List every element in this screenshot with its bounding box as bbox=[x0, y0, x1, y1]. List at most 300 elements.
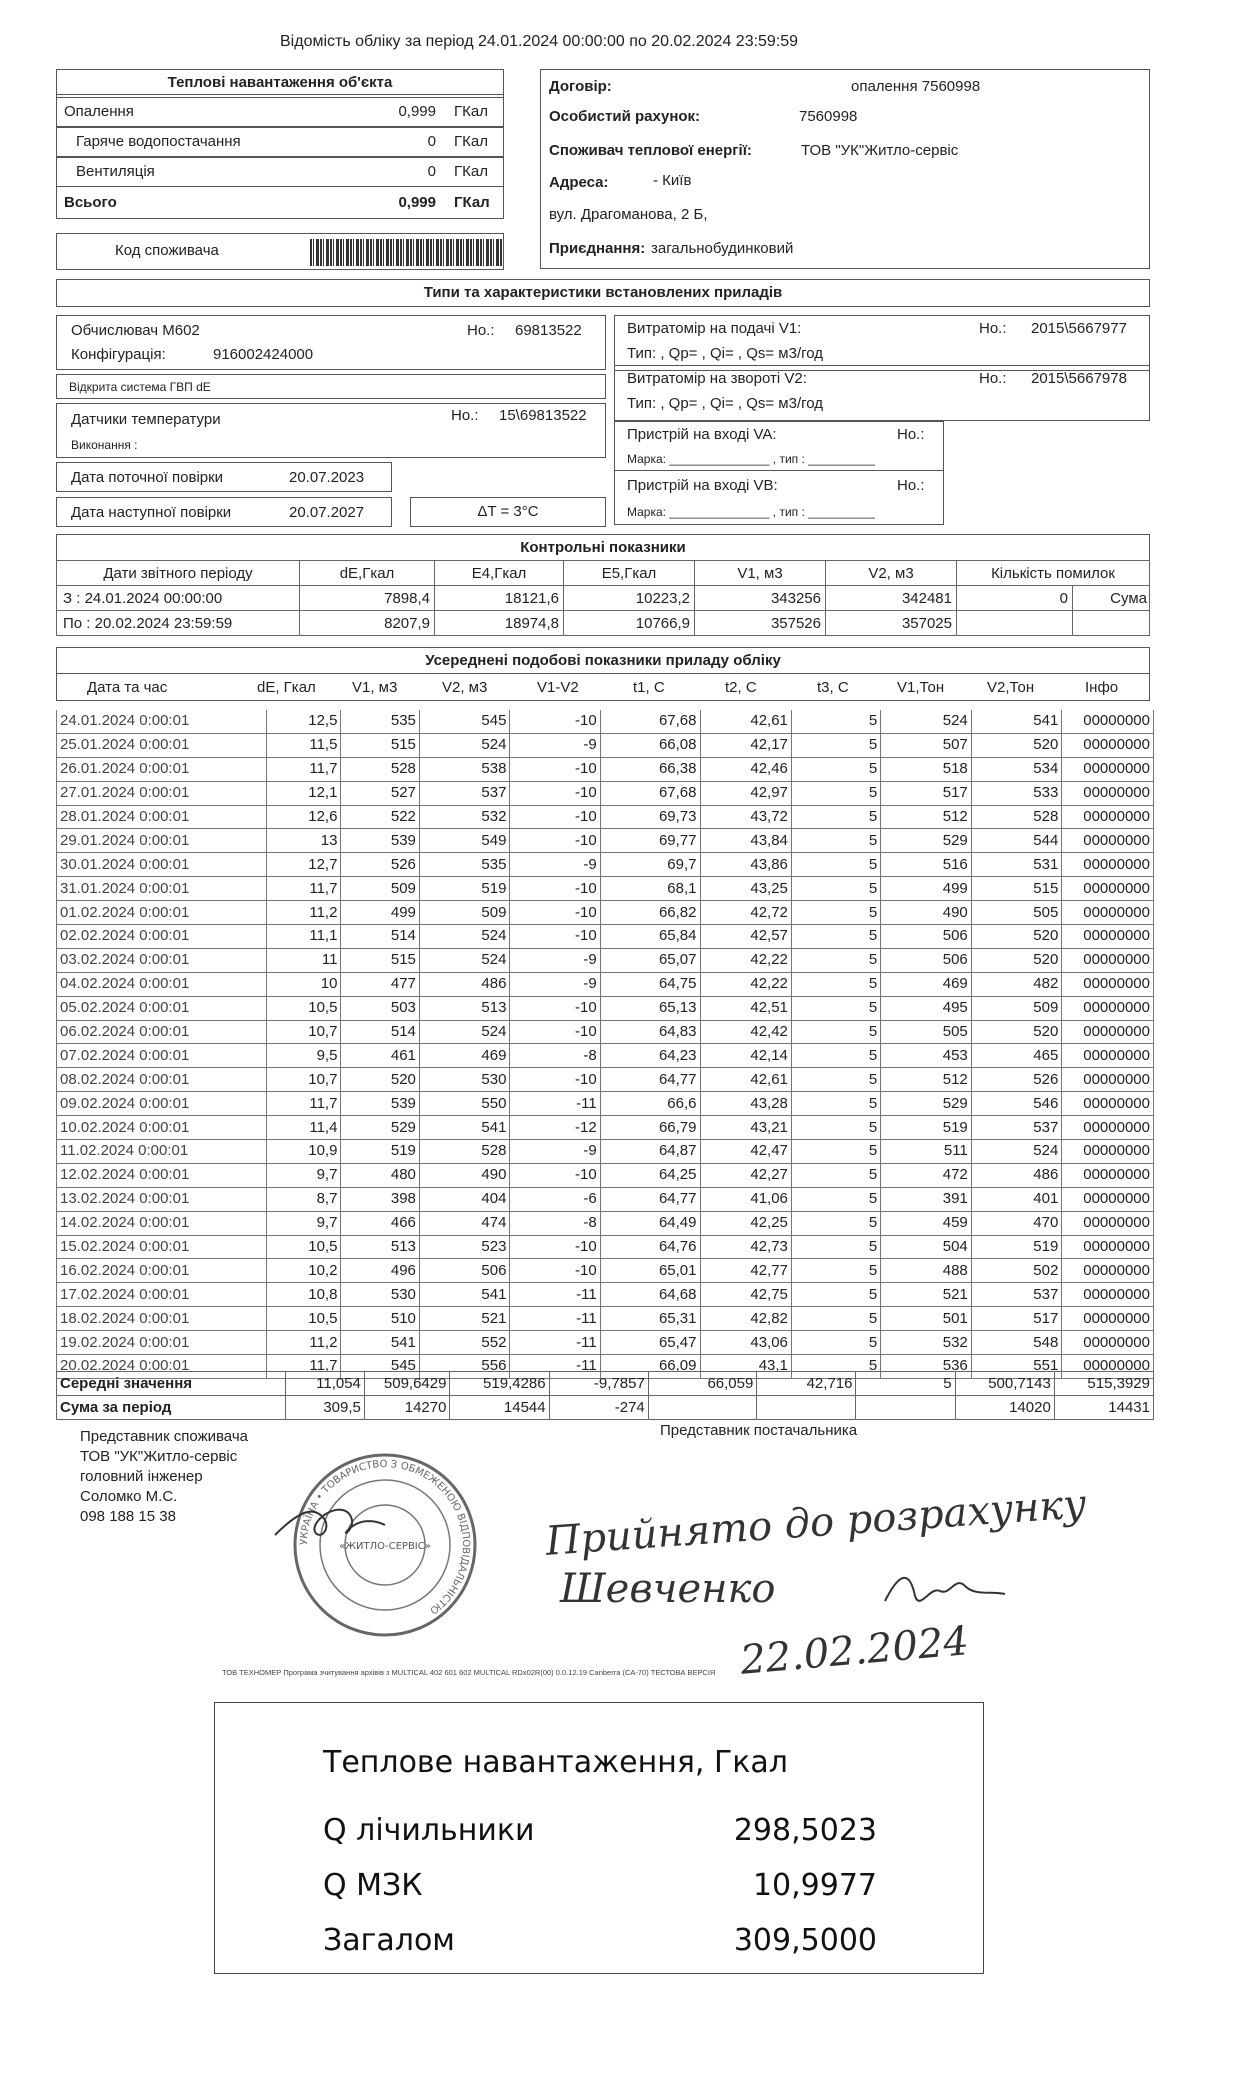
daily-date-cell: 10.02.2024 0:00:01 bbox=[57, 1116, 267, 1140]
daily-value-cell: 66,08 bbox=[600, 733, 700, 757]
avg-cell: 500,7143 bbox=[955, 1372, 1054, 1396]
device-vb-brand: Марка: _______________ , тип : __________ bbox=[627, 505, 875, 519]
daily-row bbox=[57, 1116, 1154, 1140]
daily-value-cell: 10,5 bbox=[267, 1307, 341, 1331]
daily-value-cell: 550 bbox=[419, 1092, 510, 1116]
daily-value-cell: 42,75 bbox=[700, 1283, 791, 1307]
daily-value-cell: 00000000 bbox=[1062, 1259, 1154, 1283]
daily-value-cell: 509 bbox=[341, 877, 419, 901]
heat-load-value: 0,999 bbox=[398, 103, 436, 120]
daily-value-cell: 9,7 bbox=[267, 1163, 341, 1187]
daily-row bbox=[57, 1068, 1154, 1092]
daily-value-cell: -9 bbox=[510, 1140, 600, 1164]
daily-value-cell: 472 bbox=[881, 1163, 972, 1187]
daily-value-cell: 66,79 bbox=[600, 1116, 700, 1140]
daily-value-cell: 64,83 bbox=[600, 1020, 700, 1044]
config-value: 916002424000 bbox=[213, 346, 314, 363]
control-col: V2, м3 bbox=[826, 561, 957, 586]
daily-value-cell: 43,1 bbox=[700, 1355, 791, 1379]
daily-date-cell: 30.01.2024 0:00:01 bbox=[57, 853, 267, 877]
device-vb-no-label: Но.: bbox=[897, 477, 925, 494]
daily-date-cell: 05.02.2024 0:00:01 bbox=[57, 996, 267, 1020]
daily-col: dE, Гкал bbox=[257, 679, 316, 696]
daily-value-cell: 480 bbox=[341, 1163, 419, 1187]
daily-row bbox=[57, 1259, 1154, 1283]
daily-value-cell: 65,13 bbox=[600, 996, 700, 1020]
daily-value-cell: 477 bbox=[341, 972, 419, 996]
daily-value-cell: 522 bbox=[341, 805, 419, 829]
device-vb-label: Пристрій на вході VB: bbox=[627, 477, 778, 494]
daily-value-cell: 521 bbox=[419, 1307, 510, 1331]
sum-cell bbox=[648, 1396, 757, 1420]
daily-row bbox=[57, 1020, 1154, 1044]
daily-value-cell: 5 bbox=[791, 1092, 880, 1116]
daily-date-cell: 07.02.2024 0:00:01 bbox=[57, 1044, 267, 1068]
summary-value: 309,5000 bbox=[733, 1923, 877, 1958]
daily-value-cell: 503 bbox=[341, 996, 419, 1020]
daily-value-cell: 11,2 bbox=[267, 901, 341, 925]
device-va-label: Пристрій на вході VA: bbox=[627, 426, 777, 443]
daily-value-cell: 514 bbox=[341, 1020, 419, 1044]
sum-cell: 14431 bbox=[1054, 1396, 1153, 1420]
daily-value-cell: -11 bbox=[510, 1307, 600, 1331]
daily-value-cell: 41,06 bbox=[700, 1187, 791, 1211]
daily-date-cell: 18.02.2024 0:00:01 bbox=[57, 1307, 267, 1331]
avg-cell: 515,3929 bbox=[1054, 1372, 1153, 1396]
daily-value-cell: 521 bbox=[881, 1283, 972, 1307]
totals-table bbox=[56, 1371, 1154, 1420]
summary-value: 298,5023 bbox=[733, 1813, 877, 1848]
daily-value-cell: 465 bbox=[971, 1044, 1062, 1068]
daily-row bbox=[57, 901, 1154, 925]
temp-no: 15\69813522 bbox=[499, 407, 587, 424]
control-cell: Сума bbox=[1073, 586, 1150, 611]
daily-value-cell: 529 bbox=[341, 1116, 419, 1140]
daily-value-cell: 42,27 bbox=[700, 1163, 791, 1187]
heat-loads-header: Теплові навантаження об'єкта bbox=[57, 72, 503, 95]
daily-value-cell: 42,51 bbox=[700, 996, 791, 1020]
flow-v1-type: Тип: , Qp= , Qi= , Qs= м3/год bbox=[627, 345, 824, 362]
daily-value-cell: 519 bbox=[971, 1235, 1062, 1259]
consumer-value: ТОВ "УК"Житло-сервіс bbox=[801, 142, 959, 159]
consumer-rep-block bbox=[80, 1427, 248, 1527]
daily-value-cell: -10 bbox=[510, 710, 600, 733]
daily-value-cell: 5 bbox=[791, 1140, 880, 1164]
daily-value-cell: -10 bbox=[510, 1259, 600, 1283]
daily-value-cell: 10,5 bbox=[267, 1235, 341, 1259]
daily-value-cell: 469 bbox=[881, 972, 972, 996]
daily-value-cell: -11 bbox=[510, 1283, 600, 1307]
daily-value-cell: -11 bbox=[510, 1331, 600, 1355]
daily-value-cell: 00000000 bbox=[1062, 853, 1154, 877]
daily-value-cell: 65,31 bbox=[600, 1307, 700, 1331]
control-header: Контрольні показники bbox=[56, 534, 1150, 561]
supplier-rep-label: Представник постачальника bbox=[660, 1422, 858, 1439]
daily-value-cell: 12,5 bbox=[267, 710, 341, 733]
heat-load-unit: ГКал bbox=[454, 103, 488, 120]
daily-value-cell: 519 bbox=[419, 877, 510, 901]
device-vb-box bbox=[614, 470, 944, 525]
control-cell: 18121,6 bbox=[435, 586, 564, 611]
daily-table bbox=[56, 710, 1154, 1379]
daily-value-cell: 537 bbox=[419, 781, 510, 805]
daily-value-cell: 535 bbox=[419, 853, 510, 877]
heat-load-label: Гаряче водопостачання bbox=[76, 133, 241, 150]
daily-row bbox=[57, 1092, 1154, 1116]
daily-date-cell: 03.02.2024 0:00:01 bbox=[57, 948, 267, 972]
daily-value-cell: 42,14 bbox=[700, 1044, 791, 1068]
daily-value-cell: 524 bbox=[971, 1140, 1062, 1164]
calculator-no: 69813522 bbox=[515, 322, 582, 339]
daily-value-cell: 64,68 bbox=[600, 1283, 700, 1307]
daily-value-cell: 00000000 bbox=[1062, 1307, 1154, 1331]
daily-value-cell: 64,23 bbox=[600, 1044, 700, 1068]
daily-value-cell: 66,6 bbox=[600, 1092, 700, 1116]
daily-value-cell: 9,5 bbox=[267, 1044, 341, 1068]
address-street: вул. Драгоманова, 2 Б, bbox=[549, 206, 708, 223]
daily-value-cell: 42,25 bbox=[700, 1211, 791, 1235]
daily-value-cell: 00000000 bbox=[1062, 710, 1154, 733]
current-check-box bbox=[56, 462, 392, 492]
daily-value-cell: -9 bbox=[510, 853, 600, 877]
daily-value-cell: 5 bbox=[791, 1068, 880, 1092]
heat-load-row bbox=[56, 127, 504, 157]
sum-cell: 14544 bbox=[450, 1396, 549, 1420]
daily-value-cell: 517 bbox=[971, 1307, 1062, 1331]
control-cell: 357025 bbox=[826, 611, 957, 636]
daily-value-cell: 67,68 bbox=[600, 710, 700, 733]
consumer-signature bbox=[270, 1490, 390, 1560]
daily-value-cell: -10 bbox=[510, 781, 600, 805]
daily-row bbox=[57, 972, 1154, 996]
daily-value-cell: 10,8 bbox=[267, 1283, 341, 1307]
daily-date-cell: 12.02.2024 0:00:01 bbox=[57, 1163, 267, 1187]
daily-value-cell: 401 bbox=[971, 1187, 1062, 1211]
address-city: - Київ bbox=[653, 172, 692, 189]
daily-value-cell: 00000000 bbox=[1062, 1235, 1154, 1259]
daily-col: Інфо bbox=[1085, 679, 1119, 696]
daily-value-cell: 42,22 bbox=[700, 972, 791, 996]
daily-row bbox=[57, 1187, 1154, 1211]
daily-value-cell: -12 bbox=[510, 1116, 600, 1140]
stamp-ring-text: УКРАЇНА • ТОВАРИСТВО З ОБМЕЖЕНОЮ ВІДПОВІДАЛЬНІСТЮ bbox=[298, 1458, 472, 1616]
daily-value-cell: 64,25 bbox=[600, 1163, 700, 1187]
daily-value-cell: 13 bbox=[267, 829, 341, 853]
control-cell bbox=[1073, 611, 1150, 636]
daily-value-cell: 42,42 bbox=[700, 1020, 791, 1044]
daily-value-cell: 544 bbox=[971, 829, 1062, 853]
daily-col: V2, м3 bbox=[442, 679, 488, 696]
daily-value-cell: 524 bbox=[419, 948, 510, 972]
attach-value: загальнобудинковий bbox=[651, 240, 794, 257]
summary-box bbox=[214, 1702, 984, 1974]
consumer-code-label: Код споживача bbox=[115, 242, 219, 259]
open-system-box bbox=[56, 374, 606, 399]
daily-date-cell: 11.02.2024 0:00:01 bbox=[57, 1140, 267, 1164]
daily-value-cell: 533 bbox=[971, 781, 1062, 805]
flow-v1-no-label: Но.: bbox=[979, 320, 1007, 337]
daily-value-cell: 00000000 bbox=[1062, 1211, 1154, 1235]
daily-value-cell: 513 bbox=[419, 996, 510, 1020]
control-col: V1, м3 bbox=[695, 561, 826, 586]
daily-value-cell: 64,77 bbox=[600, 1068, 700, 1092]
daily-value-cell: 5 bbox=[791, 1355, 880, 1379]
daily-value-cell: 11 bbox=[267, 948, 341, 972]
heat-load-unit: ГКал bbox=[454, 194, 490, 211]
device-va-brand: Марка: _______________ , тип : __________ bbox=[627, 452, 875, 466]
daily-value-cell: 11,5 bbox=[267, 733, 341, 757]
daily-value-cell: 9,7 bbox=[267, 1211, 341, 1235]
daily-value-cell: 42,73 bbox=[700, 1235, 791, 1259]
daily-value-cell: 00000000 bbox=[1062, 1331, 1154, 1355]
daily-value-cell: 42,61 bbox=[700, 1068, 791, 1092]
avg-row bbox=[57, 1372, 1154, 1396]
avg-cell: -9,7857 bbox=[549, 1372, 648, 1396]
temp-no-label: Но.: bbox=[451, 407, 479, 424]
daily-value-cell: 526 bbox=[971, 1068, 1062, 1092]
daily-value-cell: 539 bbox=[341, 1092, 419, 1116]
daily-row bbox=[57, 1163, 1154, 1187]
daily-value-cell: 42,72 bbox=[700, 901, 791, 925]
calculator-no-label: Но.: bbox=[467, 322, 495, 339]
daily-value-cell: 5 bbox=[791, 1187, 880, 1211]
daily-value-cell: 11,7 bbox=[267, 1092, 341, 1116]
daily-value-cell: 10,2 bbox=[267, 1259, 341, 1283]
daily-value-cell: 00000000 bbox=[1062, 781, 1154, 805]
heat-load-row bbox=[56, 97, 504, 127]
daily-value-cell: 490 bbox=[881, 901, 972, 925]
control-cell: 343256 bbox=[695, 586, 826, 611]
daily-value-cell: 510 bbox=[341, 1307, 419, 1331]
summary-title: Теплове навантаження, Гкал bbox=[323, 1745, 788, 1780]
control-row bbox=[57, 611, 1150, 636]
heat-load-label: Вентиляція bbox=[76, 163, 155, 180]
daily-row bbox=[57, 1044, 1154, 1068]
contract-label: Договір: bbox=[549, 78, 612, 95]
consumer-phone: 098 188 15 38 bbox=[80, 1508, 176, 1525]
daily-value-cell: -9 bbox=[510, 948, 600, 972]
daily-value-cell: -8 bbox=[510, 1044, 600, 1068]
sum-cell bbox=[856, 1396, 955, 1420]
daily-value-cell: 506 bbox=[881, 948, 972, 972]
daily-value-cell: 11,1 bbox=[267, 925, 341, 949]
daily-value-cell: 391 bbox=[881, 1187, 972, 1211]
control-cell: 10766,9 bbox=[564, 611, 695, 636]
daily-row bbox=[57, 1235, 1154, 1259]
daily-row bbox=[57, 1211, 1154, 1235]
daily-value-cell: 00000000 bbox=[1062, 733, 1154, 757]
daily-value-cell: 5 bbox=[791, 1163, 880, 1187]
daily-value-cell: 466 bbox=[341, 1211, 419, 1235]
daily-value-cell: 43,72 bbox=[700, 805, 791, 829]
daily-value-cell: -10 bbox=[510, 996, 600, 1020]
daily-date-cell: 25.01.2024 0:00:01 bbox=[57, 733, 267, 757]
daily-col: V2,Тон bbox=[987, 679, 1035, 696]
daily-value-cell: -10 bbox=[510, 877, 600, 901]
daily-value-cell: 64,87 bbox=[600, 1140, 700, 1164]
daily-value-cell: 42,97 bbox=[700, 781, 791, 805]
daily-value-cell: 64,77 bbox=[600, 1187, 700, 1211]
daily-row bbox=[57, 757, 1154, 781]
daily-value-cell: 5 bbox=[791, 757, 880, 781]
daily-date-cell: 17.02.2024 0:00:01 bbox=[57, 1283, 267, 1307]
daily-value-cell: 548 bbox=[971, 1331, 1062, 1355]
flow-v1-label: Витратомір на подачі V1: bbox=[627, 320, 802, 337]
daily-header: Усереднені подобові показники приладу обліку bbox=[56, 647, 1150, 674]
daily-value-cell: 00000000 bbox=[1062, 925, 1154, 949]
daily-value-cell: 10,7 bbox=[267, 1020, 341, 1044]
daily-value-cell: 11,4 bbox=[267, 1116, 341, 1140]
daily-row bbox=[57, 853, 1154, 877]
daily-value-cell: 539 bbox=[341, 829, 419, 853]
daily-value-cell: 512 bbox=[881, 805, 972, 829]
daily-value-cell: 526 bbox=[341, 853, 419, 877]
daily-value-cell: 518 bbox=[881, 757, 972, 781]
control-col: Дати звітного періоду bbox=[57, 561, 300, 586]
handwritten-approval: Прийнято до розрахунку bbox=[544, 1481, 1088, 1565]
daily-value-cell: 529 bbox=[881, 829, 972, 853]
control-table bbox=[56, 560, 1150, 636]
daily-row bbox=[57, 996, 1154, 1020]
daily-value-cell: 5 bbox=[791, 877, 880, 901]
daily-value-cell: 69,73 bbox=[600, 805, 700, 829]
daily-value-cell: 5 bbox=[791, 1211, 880, 1235]
daily-row bbox=[57, 877, 1154, 901]
daily-value-cell: 515 bbox=[341, 733, 419, 757]
consumer-label: Споживач теплової енергії: bbox=[549, 142, 752, 159]
daily-value-cell: 68,1 bbox=[600, 877, 700, 901]
daily-value-cell: 42,57 bbox=[700, 925, 791, 949]
daily-value-cell: 00000000 bbox=[1062, 829, 1154, 853]
made-label: Виконання : bbox=[71, 438, 138, 452]
daily-row bbox=[57, 1140, 1154, 1164]
daily-value-cell: 00000000 bbox=[1062, 996, 1154, 1020]
daily-date-cell: 01.02.2024 0:00:01 bbox=[57, 901, 267, 925]
daily-value-cell: 505 bbox=[881, 1020, 972, 1044]
daily-value-cell: 507 bbox=[881, 733, 972, 757]
daily-date-cell: 08.02.2024 0:00:01 bbox=[57, 1068, 267, 1092]
daily-row bbox=[57, 733, 1154, 757]
daily-date-cell: 13.02.2024 0:00:01 bbox=[57, 1187, 267, 1211]
summary-label: Q лічильники bbox=[323, 1813, 535, 1848]
daily-col-headers bbox=[56, 673, 1150, 701]
daily-value-cell: 43,84 bbox=[700, 829, 791, 853]
attach-label: Приєднання: bbox=[549, 240, 646, 257]
next-check-date: 20.07.2027 bbox=[289, 504, 365, 521]
daily-value-cell: 65,84 bbox=[600, 925, 700, 949]
daily-value-cell: 42,77 bbox=[700, 1259, 791, 1283]
next-check-label: Дата наступної повірки bbox=[71, 504, 232, 521]
daily-value-cell: 5 bbox=[791, 853, 880, 877]
daily-value-cell: 66,38 bbox=[600, 757, 700, 781]
daily-value-cell: 502 bbox=[971, 1259, 1062, 1283]
daily-value-cell: 00000000 bbox=[1062, 972, 1154, 996]
daily-value-cell: 528 bbox=[419, 1140, 510, 1164]
daily-date-cell: 02.02.2024 0:00:01 bbox=[57, 925, 267, 949]
daily-value-cell: 541 bbox=[341, 1331, 419, 1355]
supplier-signature bbox=[880, 1566, 1010, 1616]
daily-value-cell: 551 bbox=[971, 1355, 1062, 1379]
daily-value-cell: 461 bbox=[341, 1044, 419, 1068]
daily-col: V1, м3 bbox=[352, 679, 398, 696]
daily-col: t2, С bbox=[725, 679, 757, 696]
avg-cell: 5 bbox=[856, 1372, 955, 1396]
control-cell bbox=[957, 611, 1073, 636]
daily-value-cell: -10 bbox=[510, 925, 600, 949]
daily-value-cell: 00000000 bbox=[1062, 877, 1154, 901]
address-label: Адреса: bbox=[549, 174, 609, 191]
daily-value-cell: 537 bbox=[971, 1116, 1062, 1140]
daily-value-cell: 10,5 bbox=[267, 996, 341, 1020]
daily-value-cell: 00000000 bbox=[1062, 805, 1154, 829]
daily-value-cell: 5 bbox=[791, 1116, 880, 1140]
daily-value-cell: 00000000 bbox=[1062, 1187, 1154, 1211]
daily-value-cell: 509 bbox=[971, 996, 1062, 1020]
daily-value-cell: 504 bbox=[881, 1235, 972, 1259]
delta-t-box: ΔT = 3°C bbox=[410, 497, 606, 527]
daily-row bbox=[57, 1283, 1154, 1307]
summary-label: Q МЗК bbox=[323, 1868, 423, 1903]
control-row bbox=[57, 586, 1150, 611]
sum-cell: -274 bbox=[549, 1396, 648, 1420]
daily-value-cell: 64,75 bbox=[600, 972, 700, 996]
daily-value-cell: 66,09 bbox=[600, 1355, 700, 1379]
daily-value-cell: 530 bbox=[419, 1068, 510, 1092]
control-col: Кількість помилок bbox=[957, 561, 1150, 586]
daily-value-cell: 11,2 bbox=[267, 1331, 341, 1355]
daily-value-cell: 67,68 bbox=[600, 781, 700, 805]
daily-value-cell: 00000000 bbox=[1062, 1020, 1154, 1044]
current-check-label: Дата поточної повірки bbox=[71, 469, 224, 486]
device-va-no-label: Но.: bbox=[897, 426, 925, 443]
avg-cell: 519,4286 bbox=[450, 1372, 549, 1396]
heat-load-unit: ГКал bbox=[454, 163, 488, 180]
daily-value-cell: 541 bbox=[419, 1116, 510, 1140]
consumer-org: ТОВ "УК"Житло-сервіс bbox=[80, 1448, 238, 1465]
control-cell: 8207,9 bbox=[300, 611, 435, 636]
daily-value-cell: 65,07 bbox=[600, 948, 700, 972]
daily-value-cell: -10 bbox=[510, 1235, 600, 1259]
daily-value-cell: 11,7 bbox=[267, 877, 341, 901]
avg-cell: 509,6429 bbox=[364, 1372, 450, 1396]
daily-value-cell: 520 bbox=[971, 925, 1062, 949]
daily-value-cell: 5 bbox=[791, 829, 880, 853]
daily-value-cell: 69,7 bbox=[600, 853, 700, 877]
daily-value-cell: 515 bbox=[971, 877, 1062, 901]
daily-value-cell: 556 bbox=[419, 1355, 510, 1379]
heat-load-value: 0 bbox=[427, 133, 436, 150]
daily-value-cell: 5 bbox=[791, 1331, 880, 1355]
daily-value-cell: 537 bbox=[971, 1283, 1062, 1307]
daily-value-cell: 536 bbox=[881, 1355, 972, 1379]
daily-value-cell: 43,25 bbox=[700, 877, 791, 901]
flow-v2-type: Тип: , Qp= , Qi= , Qs= м3/год bbox=[627, 395, 824, 412]
daily-value-cell: 5 bbox=[791, 805, 880, 829]
heat-load-row bbox=[56, 157, 504, 187]
daily-value-cell: 5 bbox=[791, 1235, 880, 1259]
account-label: Особистий рахунок: bbox=[549, 108, 701, 125]
heat-load-label: Опалення bbox=[64, 103, 134, 120]
daily-value-cell: 545 bbox=[341, 1355, 419, 1379]
heat-load-label: Всього bbox=[64, 194, 117, 211]
daily-value-cell: 00000000 bbox=[1062, 757, 1154, 781]
calculator-model: Обчислювач М602 bbox=[71, 322, 200, 339]
daily-row bbox=[57, 710, 1154, 733]
daily-value-cell: 541 bbox=[971, 710, 1062, 733]
barcode bbox=[310, 239, 502, 266]
devices-header: Типи та характеристики встановлених приладів bbox=[56, 279, 1150, 307]
daily-row bbox=[57, 925, 1154, 949]
